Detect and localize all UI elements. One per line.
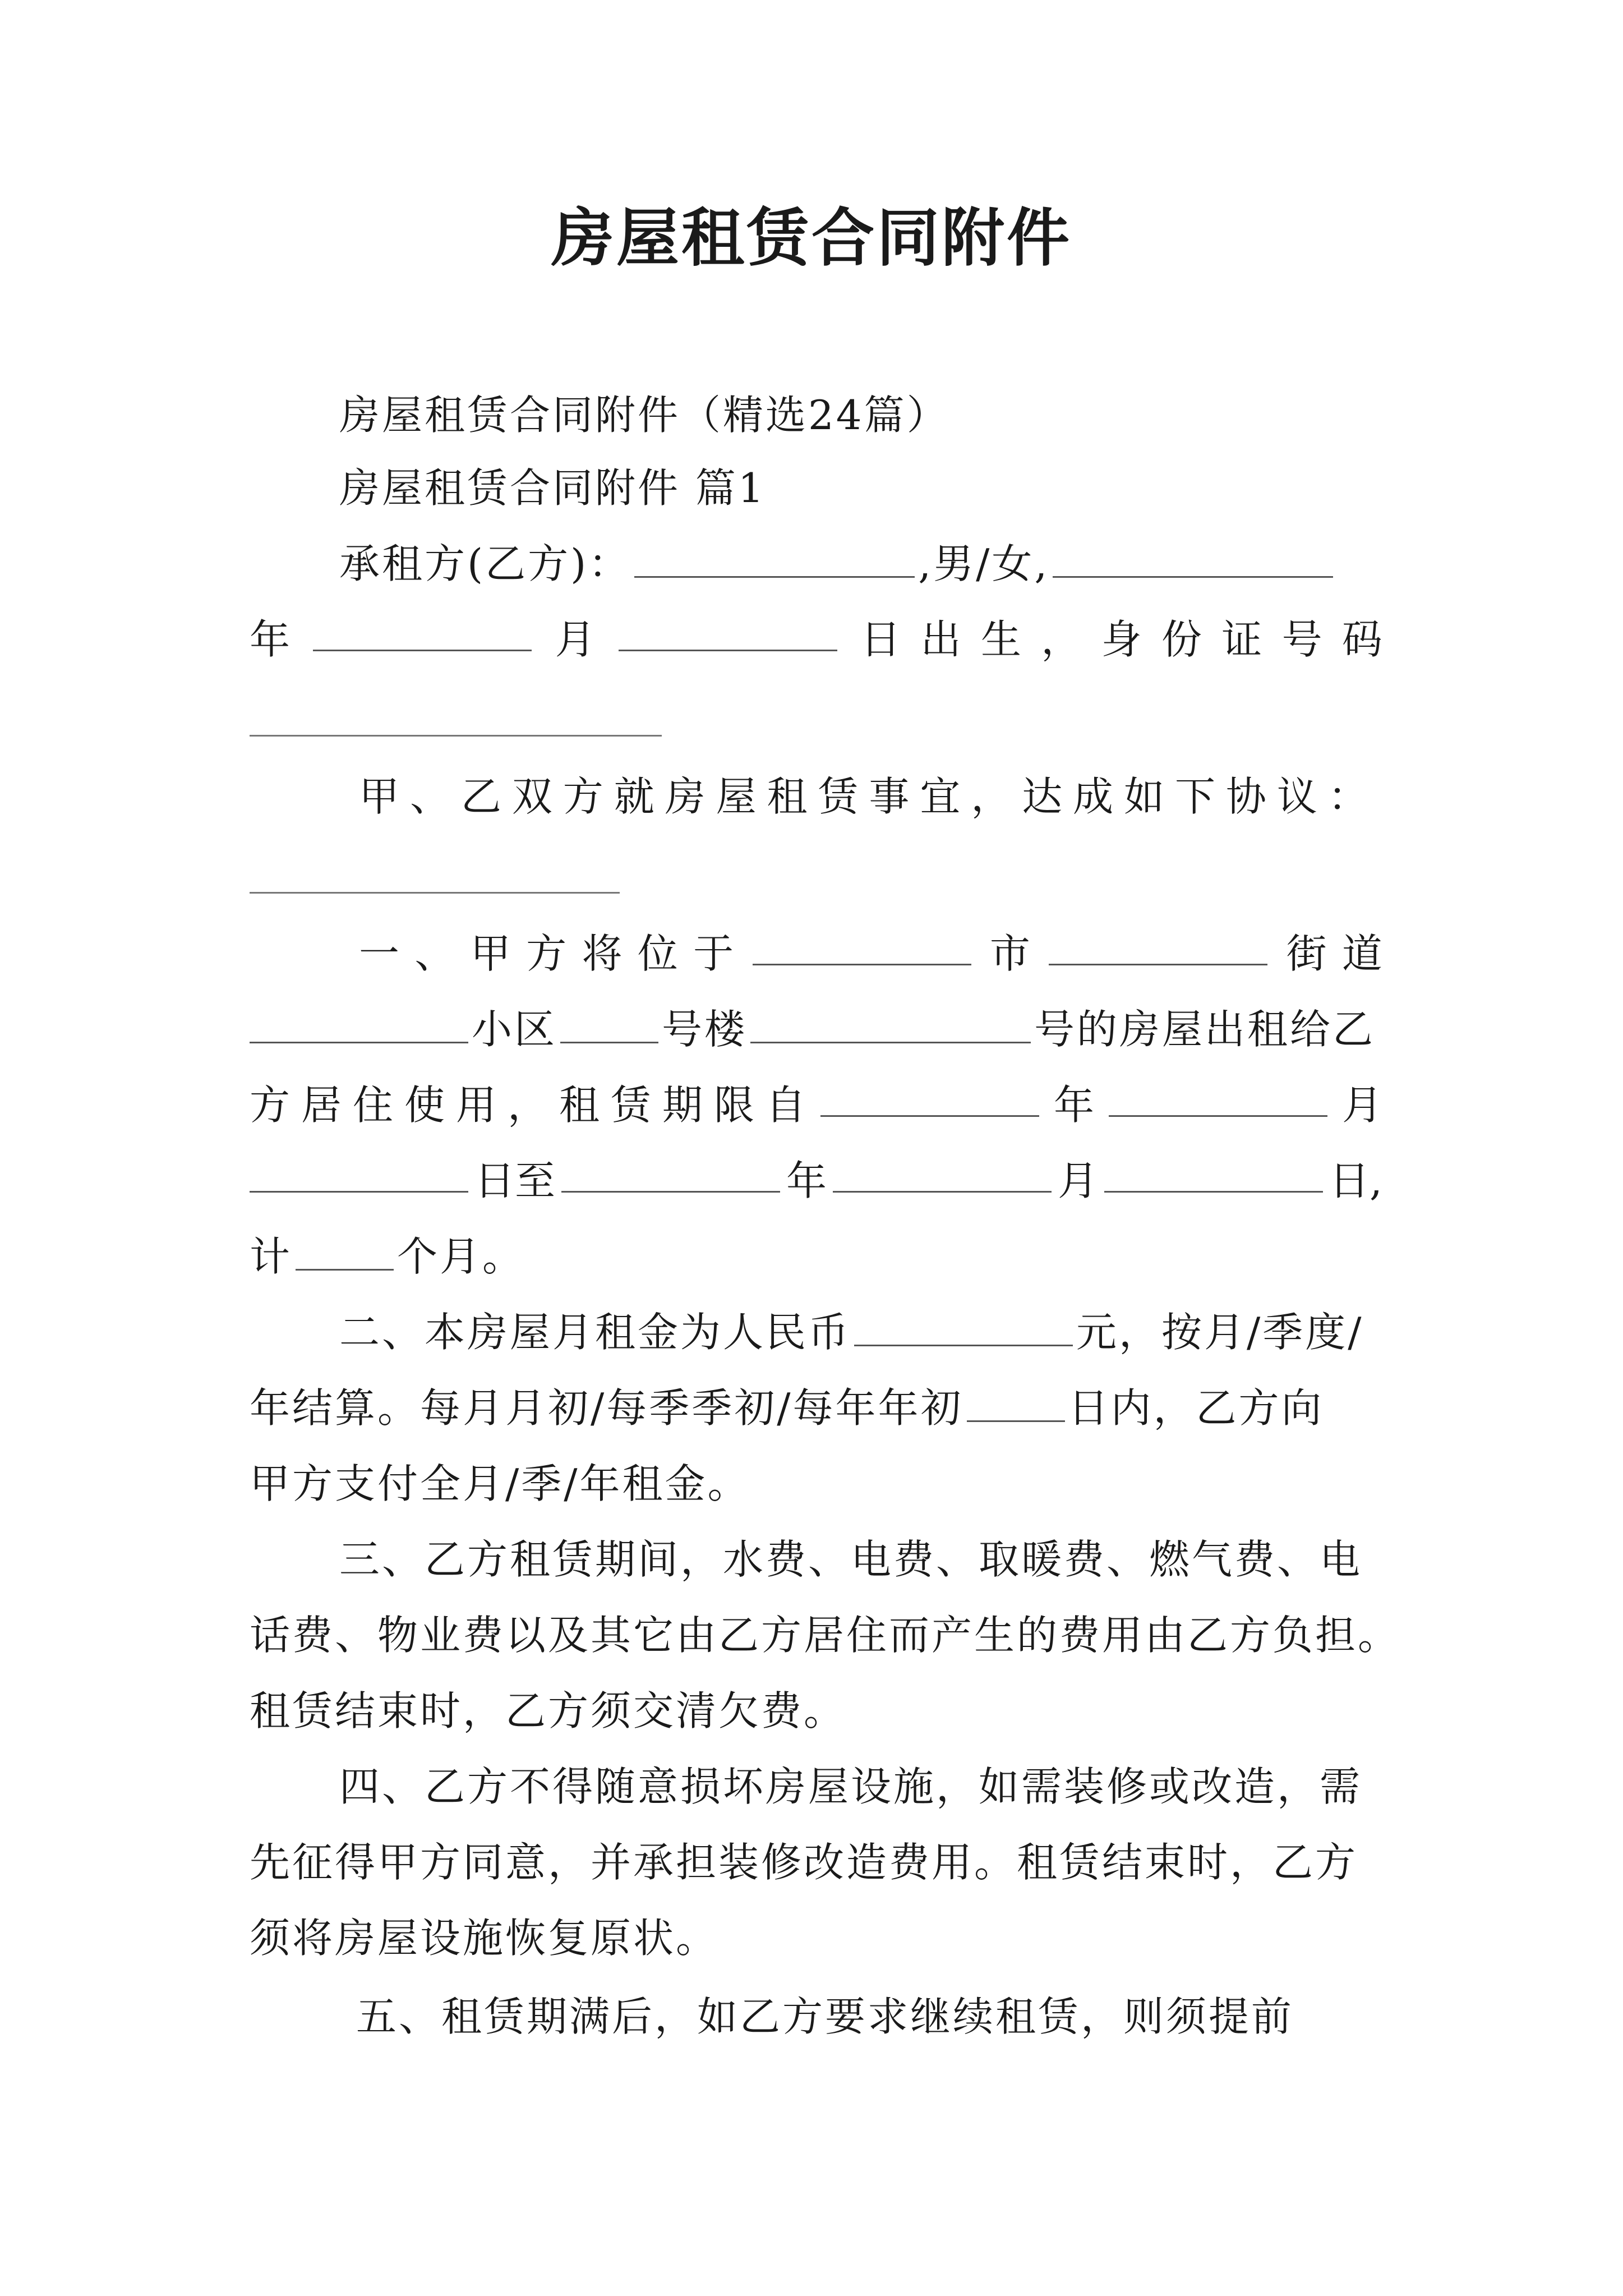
start-year-blank[interactable] xyxy=(820,1077,1039,1117)
tenant-gender: ,男/女, xyxy=(918,540,1050,587)
rent-text: 二、本房屋月租金为人民币 xyxy=(339,1309,851,1356)
tenant-birth-line xyxy=(250,611,1382,668)
agreement-intro xyxy=(359,769,1368,825)
birth-text-char: 码 xyxy=(1341,616,1382,663)
clause1-char: 限 xyxy=(714,1082,755,1129)
total-months-blank[interactable] xyxy=(296,1231,394,1271)
intro-char: 租 xyxy=(767,773,808,820)
subtitle: 房屋租赁合同附件（精选24篇） xyxy=(339,392,949,439)
clause1-char: 期 xyxy=(662,1082,703,1129)
clause4-line3: 须将房屋设施恢复原状。 xyxy=(250,1915,719,1962)
intro-char: 达 xyxy=(1022,773,1063,820)
clause3-line1: 三、乙方租赁期间，水费、电费、取暖费、燃气费、电 xyxy=(339,1536,1363,1583)
clause1-char: 用 xyxy=(456,1082,497,1129)
clause4-line2: 先征得甲方同意，并承担装修改造费用。租赁结束时，乙方 xyxy=(250,1839,1358,1886)
birth-text-char: 号 xyxy=(1281,616,1322,663)
birth-text-char: 出 xyxy=(920,616,961,663)
day-to-label: 日至 xyxy=(474,1157,556,1204)
city-label: 市 xyxy=(989,930,1030,977)
intro-char: 赁 xyxy=(818,773,859,820)
city-blank[interactable] xyxy=(753,926,971,965)
birth-day-blank[interactable] xyxy=(619,611,837,651)
clause1-char: 使 xyxy=(404,1082,445,1129)
settlement-text: 年结算。每月月初/每季季初/每年年初 xyxy=(250,1384,963,1432)
community-blank[interactable] xyxy=(250,1004,468,1043)
intro-char: 宜 xyxy=(920,773,961,820)
start-month-blank[interactable] xyxy=(1109,1077,1327,1117)
clause1-char: 方 xyxy=(526,930,567,977)
start-year-label: 年 xyxy=(1053,1082,1094,1129)
intro-char: 事 xyxy=(869,773,910,820)
start-month-label: 月 xyxy=(1341,1082,1382,1129)
clause4-line1: 四、乙方不得随意损坏房屋设施，如需装修或改造，需 xyxy=(339,1763,1363,1810)
clause1-char: 自 xyxy=(766,1082,806,1129)
birth-text-char: 日 xyxy=(860,616,901,663)
clause1-char: 方 xyxy=(250,1082,291,1129)
clause1-line1 xyxy=(359,926,1382,982)
clause1-line3 xyxy=(250,1077,1382,1133)
end-year-label: 年 xyxy=(786,1157,827,1204)
clause1-char: 甲 xyxy=(470,930,511,977)
intro-char: 下 xyxy=(1175,773,1216,820)
tenant-name-blank[interactable] xyxy=(634,538,915,578)
birth-text-char: 身 xyxy=(1101,616,1142,663)
total-label: 计 xyxy=(250,1233,293,1280)
end-day-blank[interactable] xyxy=(1104,1153,1323,1193)
intro-char: 方 xyxy=(562,773,603,820)
building-label: 号楼 xyxy=(662,1006,748,1053)
clause1-char: 将 xyxy=(582,930,623,977)
document-title: 房屋租赁合同附件 xyxy=(551,201,1072,275)
clause1-line2 xyxy=(250,1001,1382,1057)
settlement-text: 日内，乙方向 xyxy=(1068,1384,1324,1432)
intro-char: 议 xyxy=(1276,773,1317,820)
birth-text-char: 证 xyxy=(1221,616,1262,663)
start-day-blank[interactable] xyxy=(250,1153,468,1193)
intro-char: 乙 xyxy=(460,773,501,820)
clause1-char: ， xyxy=(508,1082,548,1129)
clause1-char: 于 xyxy=(693,930,734,977)
clause1-line4 xyxy=(250,1153,1382,1209)
intro-char: ， xyxy=(971,773,1012,820)
chapter-heading: 房屋租赁合同附件 篇1 xyxy=(339,464,766,512)
intro-char: 双 xyxy=(511,773,552,820)
id-number-blank[interactable] xyxy=(250,735,662,737)
clause2-line2 xyxy=(250,1380,1382,1436)
clause2-line3: 甲方支付全月/季/年租金。 xyxy=(250,1460,750,1507)
clause5-line1: 五、租赁期满后，如乙方要求继续租赁，则须提前 xyxy=(356,1993,1294,2040)
intro-char: ： xyxy=(1327,773,1368,820)
months-label: 个月。 xyxy=(397,1233,525,1280)
rent-amount-blank[interactable] xyxy=(854,1306,1073,1346)
birth-month-blank[interactable] xyxy=(313,611,532,651)
clause2-line1 xyxy=(250,1304,1472,1360)
end-month-label: 月 xyxy=(1058,1157,1099,1204)
birth-month-label: 月 xyxy=(555,616,596,663)
payment-days-blank[interactable] xyxy=(967,1382,1065,1422)
building-blank[interactable] xyxy=(560,1004,658,1043)
community-label: 小区 xyxy=(472,1006,557,1053)
intro-char: 甲 xyxy=(359,773,400,820)
clause1-char: 位 xyxy=(637,930,678,977)
clause3-line2: 话费、物业费以及其它由乙方居住而产生的费用由乙方负担。 xyxy=(250,1612,1401,1659)
birth-text-char: 生 xyxy=(980,616,1021,663)
end-day-label: 日, xyxy=(1329,1157,1382,1204)
agreement-blank[interactable] xyxy=(250,892,620,894)
birth-year-blank[interactable] xyxy=(1053,538,1333,578)
clause1-char: 租 xyxy=(559,1082,600,1129)
intro-char: 房 xyxy=(665,773,706,820)
rent-text: 元，按月/季度/ xyxy=(1076,1309,1364,1356)
birth-text-char: 份 xyxy=(1161,616,1202,663)
street-label: 街 xyxy=(1286,930,1327,977)
clause1-char: 一 xyxy=(359,930,400,977)
intro-char: 屋 xyxy=(716,773,757,820)
birth-text-char: ， xyxy=(1041,616,1082,663)
intro-char: 如 xyxy=(1124,773,1165,820)
intro-char: 就 xyxy=(614,773,654,820)
street-label: 道 xyxy=(1341,930,1382,977)
clause1-char: 住 xyxy=(353,1082,394,1129)
intro-char: 协 xyxy=(1225,773,1266,820)
clause1-char: 赁 xyxy=(611,1082,652,1129)
clause1-line5 xyxy=(250,1228,1382,1285)
tenant-label: 承租方(乙方)： xyxy=(339,540,631,587)
house-label: 号的房屋出租给乙 xyxy=(1034,1006,1376,1053)
tenant-line xyxy=(250,536,1472,592)
birth-year-label: 年 xyxy=(250,616,291,663)
intro-char: 成 xyxy=(1073,773,1114,820)
end-month-blank[interactable] xyxy=(833,1153,1052,1193)
clause1-char: 、 xyxy=(414,930,455,977)
clause3-line3: 租赁结束时，乙方须交清欠费。 xyxy=(250,1687,847,1734)
intro-char: 、 xyxy=(409,773,450,820)
clause1-char: 居 xyxy=(301,1082,342,1129)
house-blank[interactable] xyxy=(750,1004,1031,1043)
street-blank[interactable] xyxy=(1049,926,1267,965)
end-year-blank[interactable] xyxy=(561,1153,780,1193)
